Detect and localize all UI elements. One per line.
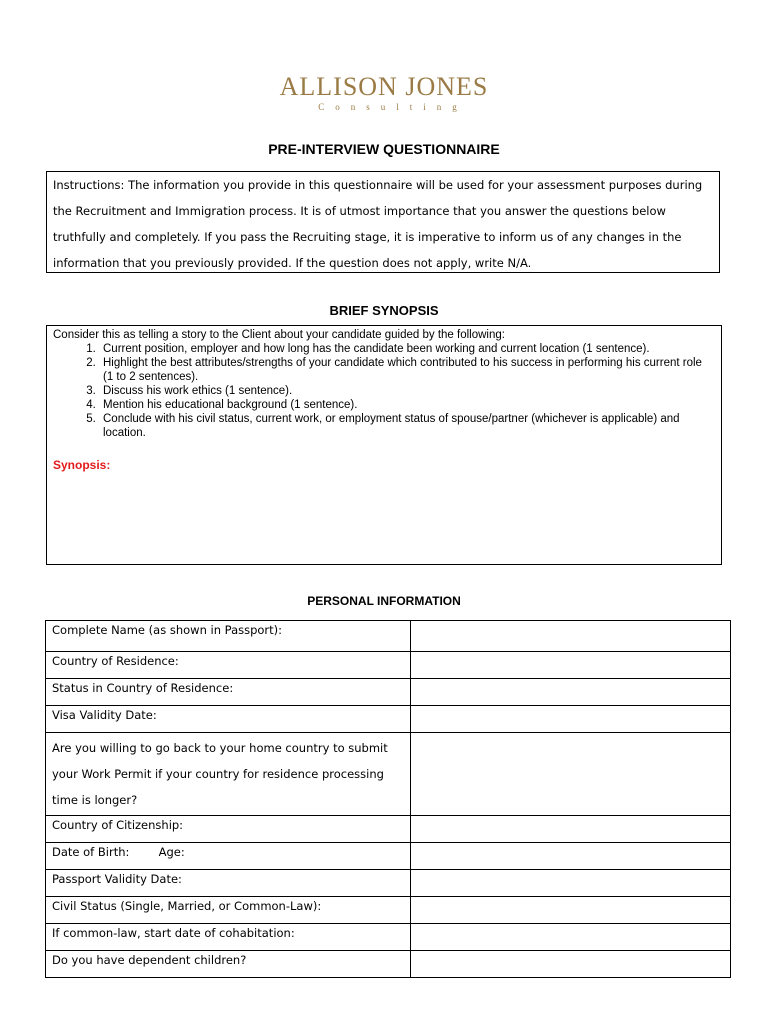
question-cell: Country of Citizenship: [46, 816, 411, 843]
synopsis-intro: Consider this as telling a story to the Client about your candidate guided by the following: [53, 329, 505, 341]
table-row [46, 870, 731, 897]
personal-info-table [45, 620, 731, 978]
answer-field[interactable] [411, 733, 731, 816]
question-cell: Do you have dependent children? [46, 951, 411, 978]
answer-field[interactable] [411, 870, 731, 897]
question-cell: Visa Validity Date: [46, 706, 411, 733]
table-row [46, 679, 731, 706]
guideline-item: 3. Discuss his work ethics (1 sentence). [99, 384, 715, 398]
question-cell: Passport Validity Date: [46, 870, 411, 897]
table-row [46, 816, 731, 843]
company-logo [258, 55, 510, 119]
question-cell: Complete Name (as shown in Passport): [46, 621, 411, 652]
guideline-item: 5. Conclude with his civil status, current work, or employment status of spouse/partner (whichever is applicable) and location. [99, 412, 715, 440]
instructions-box: Instructions: The information you provide in this questionnaire will be used for your assessment purposes during the Recruitment and Immigration process. It is of utmost importance that you answer the questions below truthfully and completely. If you pass the Recruiting stage, it is imperative to inform us of any changes in the information that you previously provided. If the question does not apply, write N/A. [46, 171, 720, 273]
table-row [46, 897, 731, 924]
guideline-item: 2. Highlight the best attributes/strengths of your candidate which contributed to his success in performing his current role (1 to 2 sentences). [99, 356, 715, 384]
answer-field[interactable] [411, 816, 731, 843]
question-cell: Are you willing to go back to your home country to submit your Work Permit if your country for residence processing time is longer? [46, 733, 411, 816]
answer-field[interactable] [411, 706, 731, 733]
question-cell: Status in Country of Residence: [46, 679, 411, 706]
answer-field[interactable] [411, 652, 731, 679]
synopsis-guidelines [53, 342, 715, 440]
answer-field[interactable] [411, 924, 731, 951]
synopsis-box[interactable] [46, 325, 722, 565]
answer-field[interactable] [411, 679, 731, 706]
table-row [46, 652, 731, 679]
question-cell: Date of Birth: Age: [46, 843, 411, 870]
table-row [46, 924, 731, 951]
answer-field[interactable] [411, 843, 731, 870]
guideline-item: 4. Mention his educational background (1 sentence). [99, 398, 715, 412]
table-row [46, 733, 731, 816]
synopsis-heading: BRIEF SYNOPSIS [329, 303, 439, 318]
question-cell: Country of Residence: [46, 652, 411, 679]
answer-field[interactable] [411, 897, 731, 924]
answer-field[interactable] [411, 951, 731, 978]
table-row [46, 951, 731, 978]
table-row [46, 843, 731, 870]
guideline-item: 1. Current position, employer and how long has the candidate been working and current location (1 sentence). [99, 342, 715, 356]
page-title: PRE-INTERVIEW QUESTIONNAIRE [268, 141, 500, 157]
logo-subtitle: Consulting [318, 102, 468, 112]
answer-field[interactable] [411, 621, 731, 652]
question-cell: Civil Status (Single, Married, or Common-Law): [46, 897, 411, 924]
logo-name: ALLISON JONES [279, 72, 489, 101]
question-cell: If common-law, start date of cohabitation: [46, 924, 411, 951]
synopsis-label: Synopsis: [53, 458, 111, 472]
personal-info-heading: PERSONAL INFORMATION [307, 594, 461, 608]
table-row [46, 706, 731, 733]
table-row [46, 621, 731, 652]
